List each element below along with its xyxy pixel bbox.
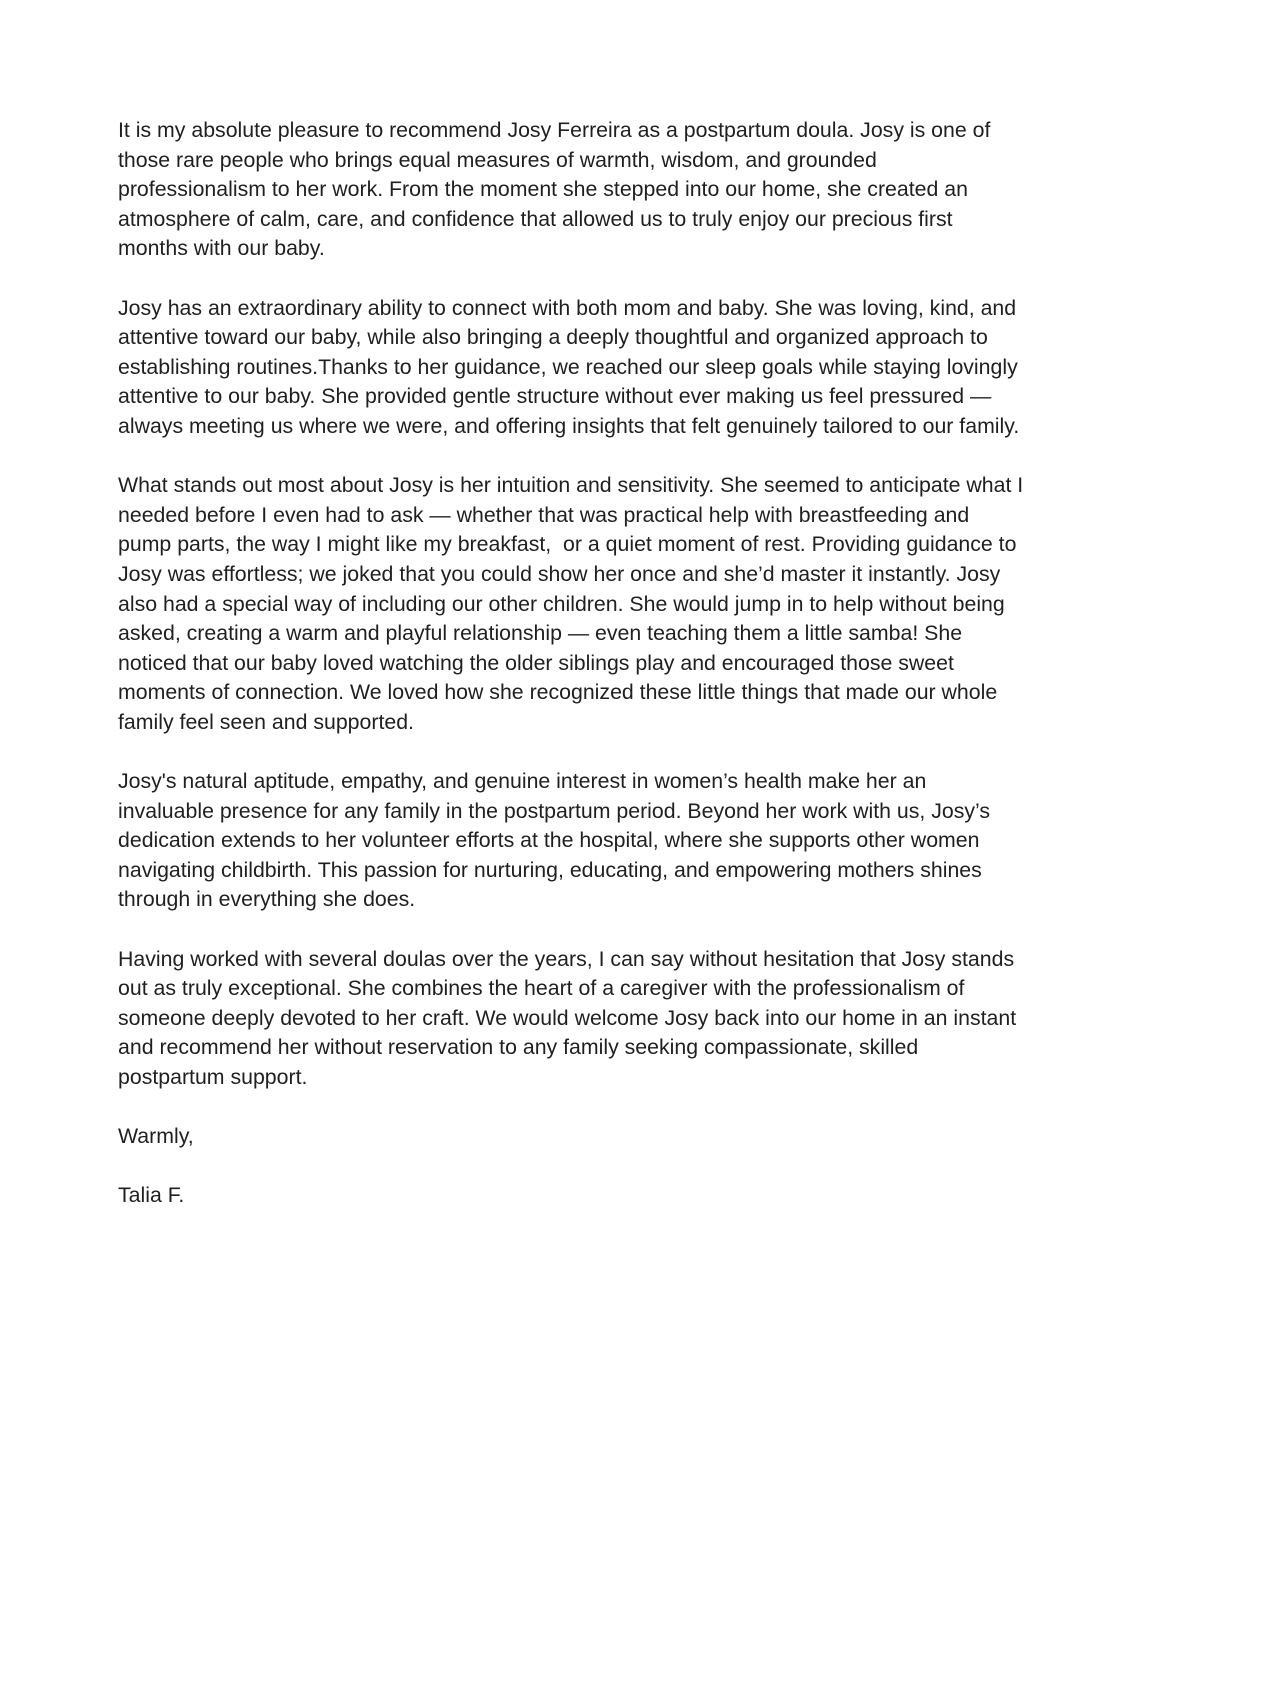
text-line: atmosphere of calm, care, and confidence that allowed us to truly enjoy our precious first — [118, 206, 953, 231]
signature — [118, 1181, 1118, 1211]
text-line: attentive toward our baby, while also bringing a deeply thoughtful and organized approach to — [118, 325, 988, 350]
text-line: invaluable presence for any family in the postpartum period. Beyond her work with us, Josy’s — [118, 798, 991, 823]
text-line: establishing routines.Thanks to her guidance, we reached our sleep goals while staying lovingly — [118, 354, 1018, 379]
signature-text: Talia F. — [118, 1183, 185, 1208]
text-line: also had a special way of including our other children. She would jump in to help without being — [118, 591, 1005, 616]
text-line: Having worked with several doulas over the years, I can say without hesitation that Josy stands — [118, 946, 1015, 971]
text-line: navigating childbirth. This passion for nurturing, educating, and empowering mothers shines — [118, 857, 982, 882]
text-line: through in everything she does. — [118, 887, 416, 912]
text-line: asked, creating a warm and playful relationship — even teaching them a little samba! She — [118, 621, 963, 646]
text-line: What stands out most about Josy is her intuition and sensitivity. She seemed to anticipate what I — [118, 473, 1024, 498]
text-line: attentive to our baby. She provided gentle structure without ever making us feel pressured — — [118, 384, 992, 409]
text-line: pump parts, the way I might like my breakfast, or a quiet moment of rest. Providing guidance to — [118, 532, 1017, 557]
paragraph-connection — [118, 294, 1118, 442]
paragraph-intuition — [118, 471, 1118, 737]
text-line: professionalism to her work. From the moment she stepped into our home, she created an — [118, 177, 968, 202]
closing — [118, 1122, 1118, 1152]
text-line: moments of connection. We loved how she recognized these little things that made our whole — [118, 680, 998, 705]
text-line: someone deeply devoted to her craft. We would welcome Josy back into our home in an instant — [118, 1005, 1017, 1030]
paragraph-intro — [118, 116, 1118, 264]
text-line: It is my absolute pleasure to recommend Josy Ferreira as a postpartum doula. Josy is one of — [118, 118, 991, 142]
text-line: needed before I even had to ask — whether that was practical help with breastfeeding and — [118, 502, 970, 527]
paragraph-aptitude — [118, 767, 1118, 915]
text-line: those rare people who brings equal measures of warmth, wisdom, and grounded — [118, 147, 877, 172]
text-line: postpartum support. — [118, 1065, 308, 1089]
text-line: dedication extends to her volunteer efforts at the hospital, where she supports other women — [118, 828, 980, 853]
text-line: Josy has an extraordinary ability to connect with both mom and baby. She was loving, kind, and — [118, 295, 1017, 320]
text-line: and recommend her without reservation to any family seeking compassionate, skilled — [118, 1035, 919, 1060]
text-line: out as truly exceptional. She combines the heart of a caregiver with the professionalism of — [118, 976, 965, 1001]
text-line: Josy's natural aptitude, empathy, and genuine interest in women’s health make her an — [118, 769, 927, 794]
text-line: Josy was effortless; we joked that you could show her once and she’d master it instantly. Josy — [118, 561, 1001, 586]
text-line: months with our baby. — [118, 236, 325, 261]
paragraph-conclusion — [118, 945, 1118, 1093]
letter-page — [118, 116, 1118, 1241]
text-line: always meeting us where we were, and offering insights that felt genuinely tailored to our family. — [118, 413, 1020, 438]
closing-text: Warmly, — [118, 1124, 194, 1149]
text-line: noticed that our baby loved watching the older siblings play and encouraged those sweet — [118, 650, 954, 675]
text-line: family feel seen and supported. — [118, 709, 414, 734]
